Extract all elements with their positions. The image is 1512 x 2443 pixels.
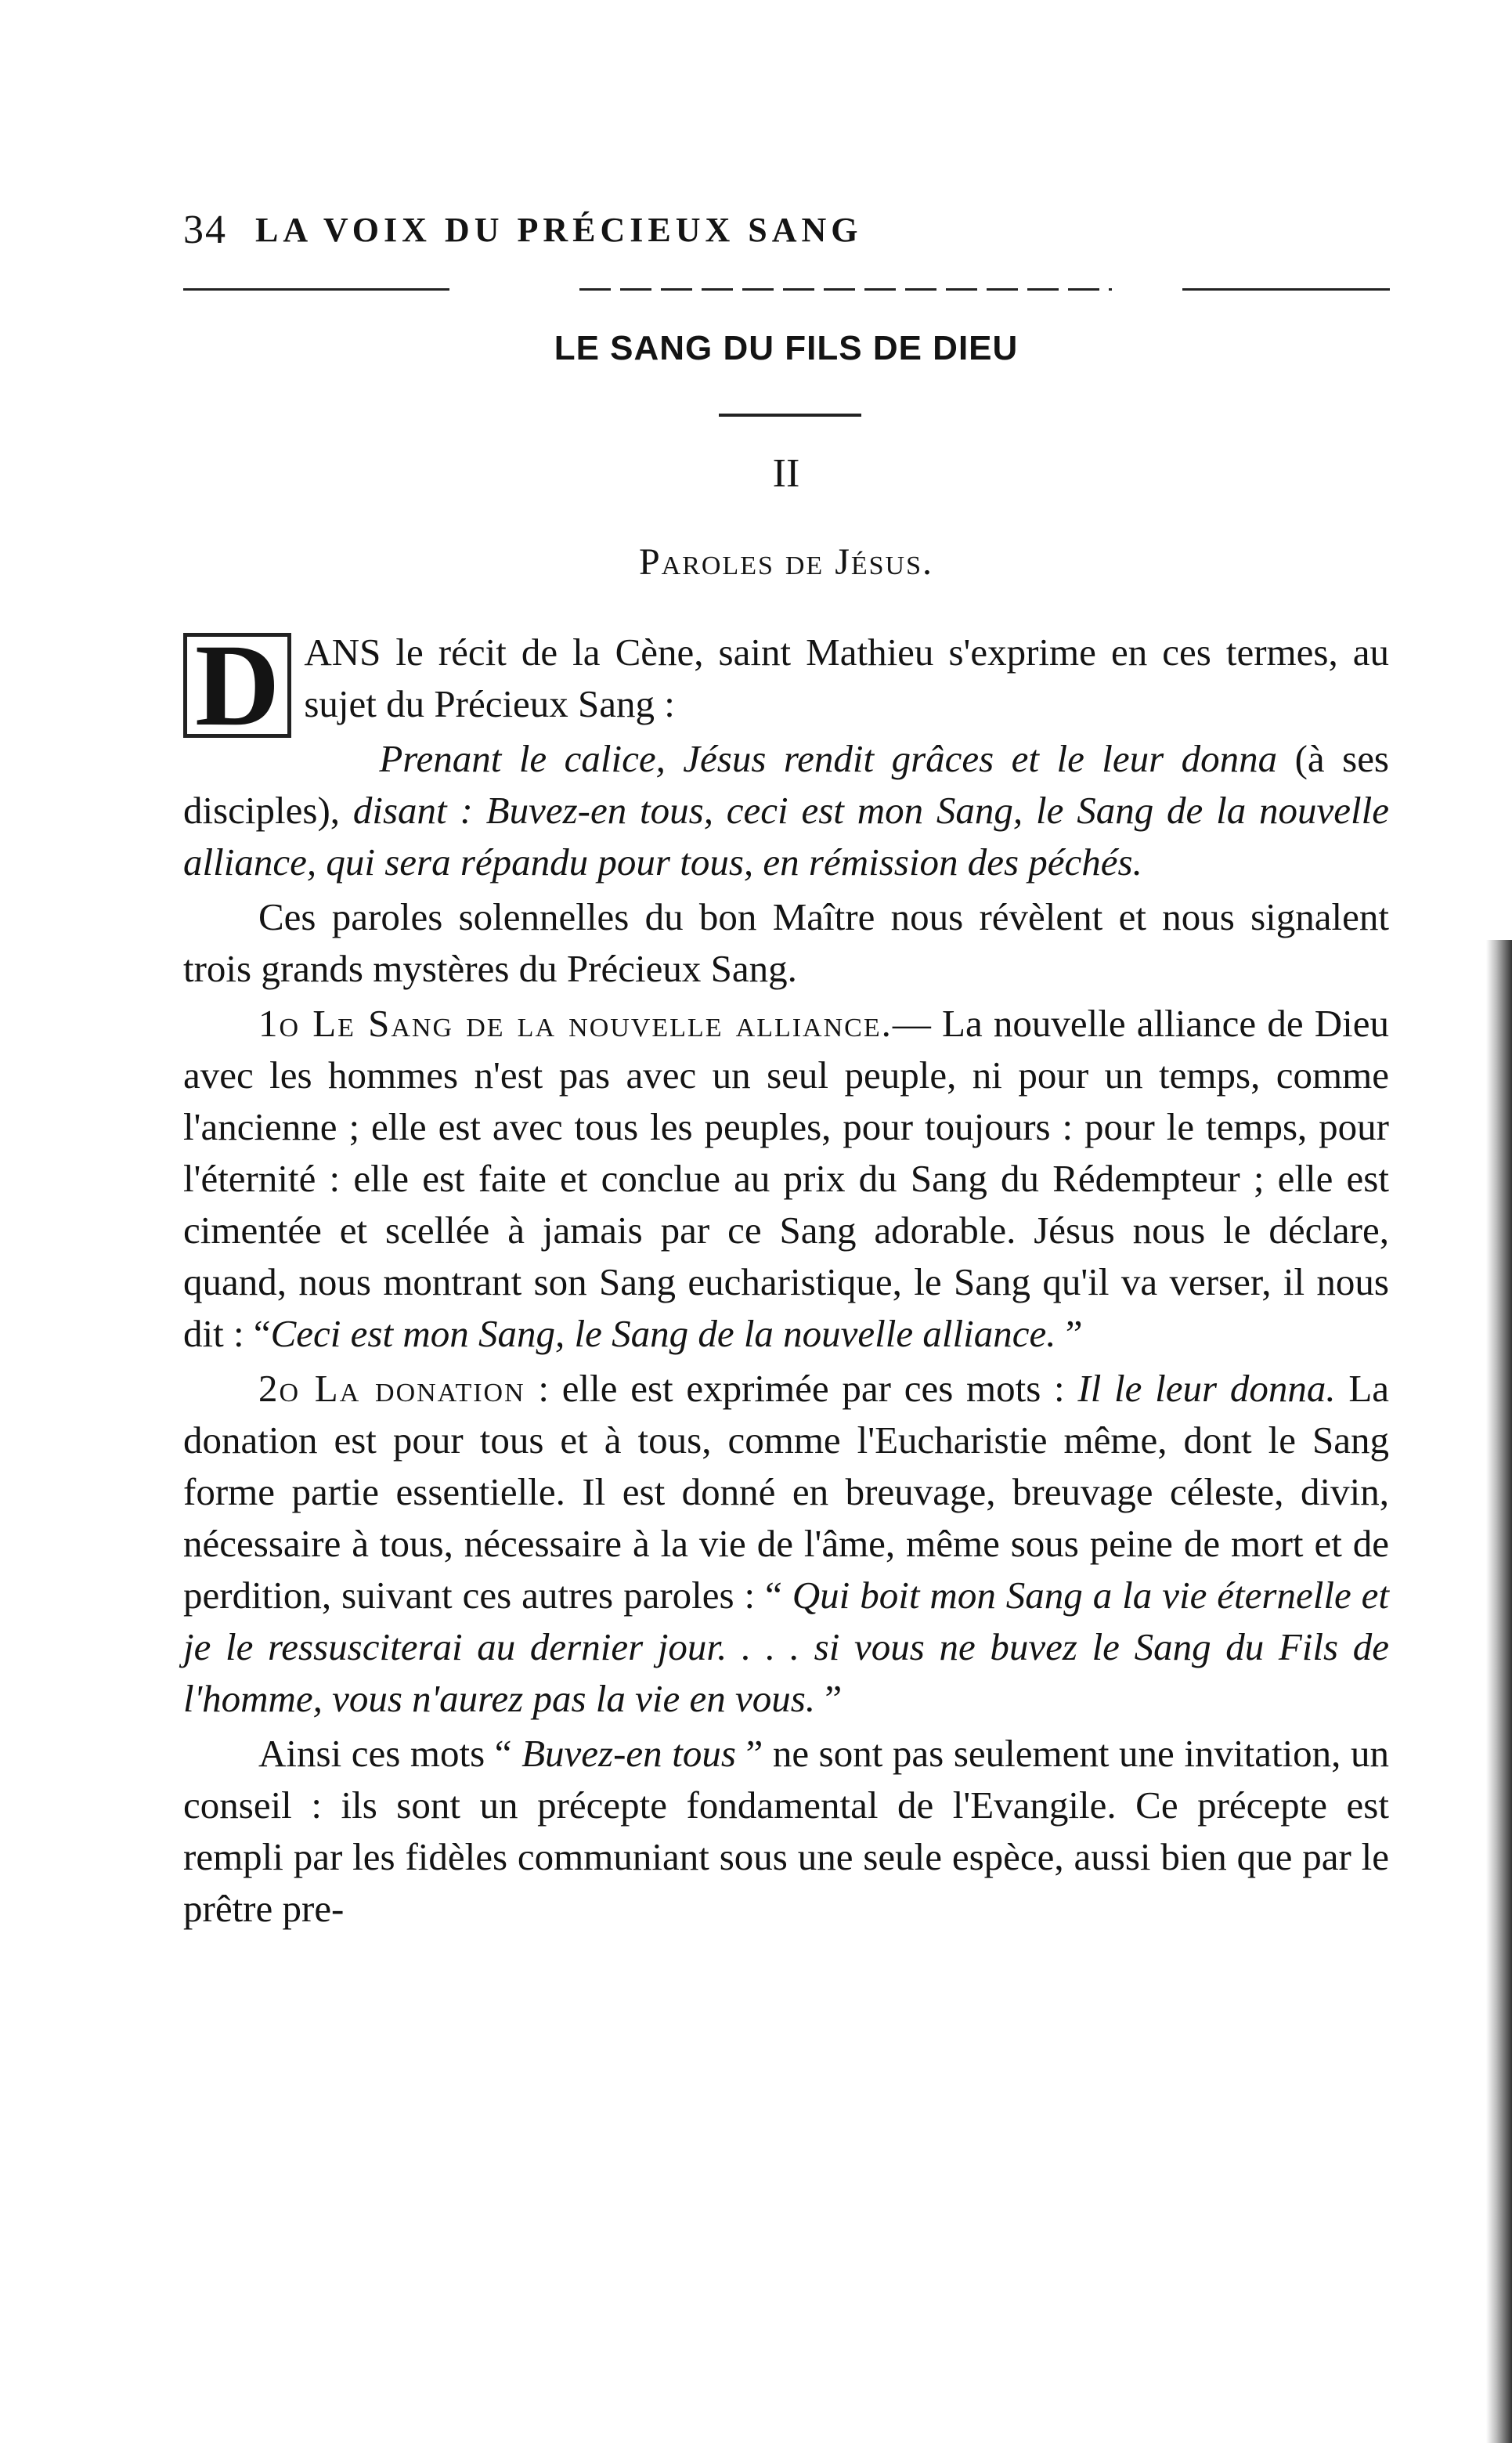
- quote-text: Ceci est mon Sang, le Sang de la nouvelle alliance.: [270, 1312, 1056, 1355]
- paragraph-2-text: (à ses disciples),: [183, 737, 1390, 832]
- paragraph-6-text: ” ne sont pas seulement une invitation, un conseil : ils sont un précepte fondamental de l'Evangile. Ce précepte est rempli par les fidèles communiant sous une seule espèce, aussi bien que par le prêtre pre-: [183, 1732, 1390, 1930]
- closing-quote: ”: [1056, 1312, 1083, 1355]
- closing-quote: ”: [815, 1677, 843, 1720]
- quote-text: Il le leur donna.: [1077, 1367, 1336, 1410]
- header-rule-left: [183, 288, 449, 291]
- section-numeral: II: [772, 451, 800, 496]
- paragraph-3-text: Ces paroles solennelles du bon Maître nous révèlent et nous signalent trois grands mystères du Précieux Sang.: [183, 895, 1389, 990]
- running-head: [183, 202, 1389, 257]
- paragraph-5: [183, 1363, 1389, 1725]
- page-edge-shadow: [1486, 940, 1512, 2443]
- drop-cap: D: [183, 633, 291, 738]
- paragraph-3: [183, 891, 1389, 995]
- paragraph-2: [183, 733, 1389, 888]
- paragraph-6-text: Ainsi ces mots “: [258, 1732, 522, 1775]
- page-number: 34: [183, 207, 227, 252]
- paragraph-1-text: ANS le récit de la Cène, saint Mathieu s'exprime en ces termes, au sujet du Précieux Sang :: [304, 631, 1389, 725]
- paragraph-5-heading: 2o La donation: [258, 1367, 525, 1410]
- paragraph-6: [183, 1728, 1389, 1935]
- paragraph-1: [183, 620, 1389, 750]
- header-rule-middle: [579, 288, 1112, 291]
- quote-text: Qui boit mon Sang a la vie éternelle et je le ressusciterai au dernier jour. . . . si vous ne buvez le Sang du Fils de l'homme, vous n'aurez pas la vie en vous.: [183, 1574, 1390, 1720]
- quote-text: Buvez-en tous: [521, 1732, 736, 1775]
- paragraph-4-heading: 1o Le Sang de la nouvelle alliance.: [258, 1002, 893, 1045]
- paragraph-4-text: — La nouvelle alliance de Dieu avec les hommes n'est pas avec un seul peuple, ni pour un temps, comme l'ancienne ; elle est avec tous les peuples, pour toujours : pour le temps, pour l'éternité : elle est faite et conclue au prix du Sang du Rédempteur ; elle est cimentée et scellée à jamais par ce Sang adorable. Jésus nous le déclare, quand, nous montrant son Sang eucharistique, le Sang qu'il va verser, il nous dit : “: [183, 1002, 1389, 1355]
- section-title: Paroles de Jésus.: [638, 541, 934, 583]
- paragraph-5-text: : elle est exprimée par ces mots :: [525, 1367, 1078, 1410]
- quote-text: disant : Buvez-en tous, ceci est mon Sang, le Sang de la nouvelle alliance, qui sera répandu pour tous, en rémission des péchés.: [183, 789, 1390, 884]
- paragraph-4: [183, 998, 1389, 1360]
- running-title: LA VOIX DU PRÉCIEUX SANG: [255, 210, 863, 249]
- title-rule: [719, 414, 861, 417]
- quote-text: Prenant le calice, Jésus rendit grâces et le leur donna: [379, 737, 1278, 780]
- body-text: [183, 620, 1390, 1938]
- header-rule-right: [1182, 288, 1390, 291]
- paragraph-5-text: La donation est pour tous et à tous, comme l'Eucharistie même, dont le Sang forme partie essentielle. Il est donné en breuvage, breuvage céleste, divin, nécessaire à tous, nécessaire à la vie de l'âme, même sous peine de mort et de perdition, suivant ces autres paroles : “: [183, 1367, 1389, 1617]
- chapter-title: LE SANG DU FILS DE DIEU: [554, 329, 1019, 367]
